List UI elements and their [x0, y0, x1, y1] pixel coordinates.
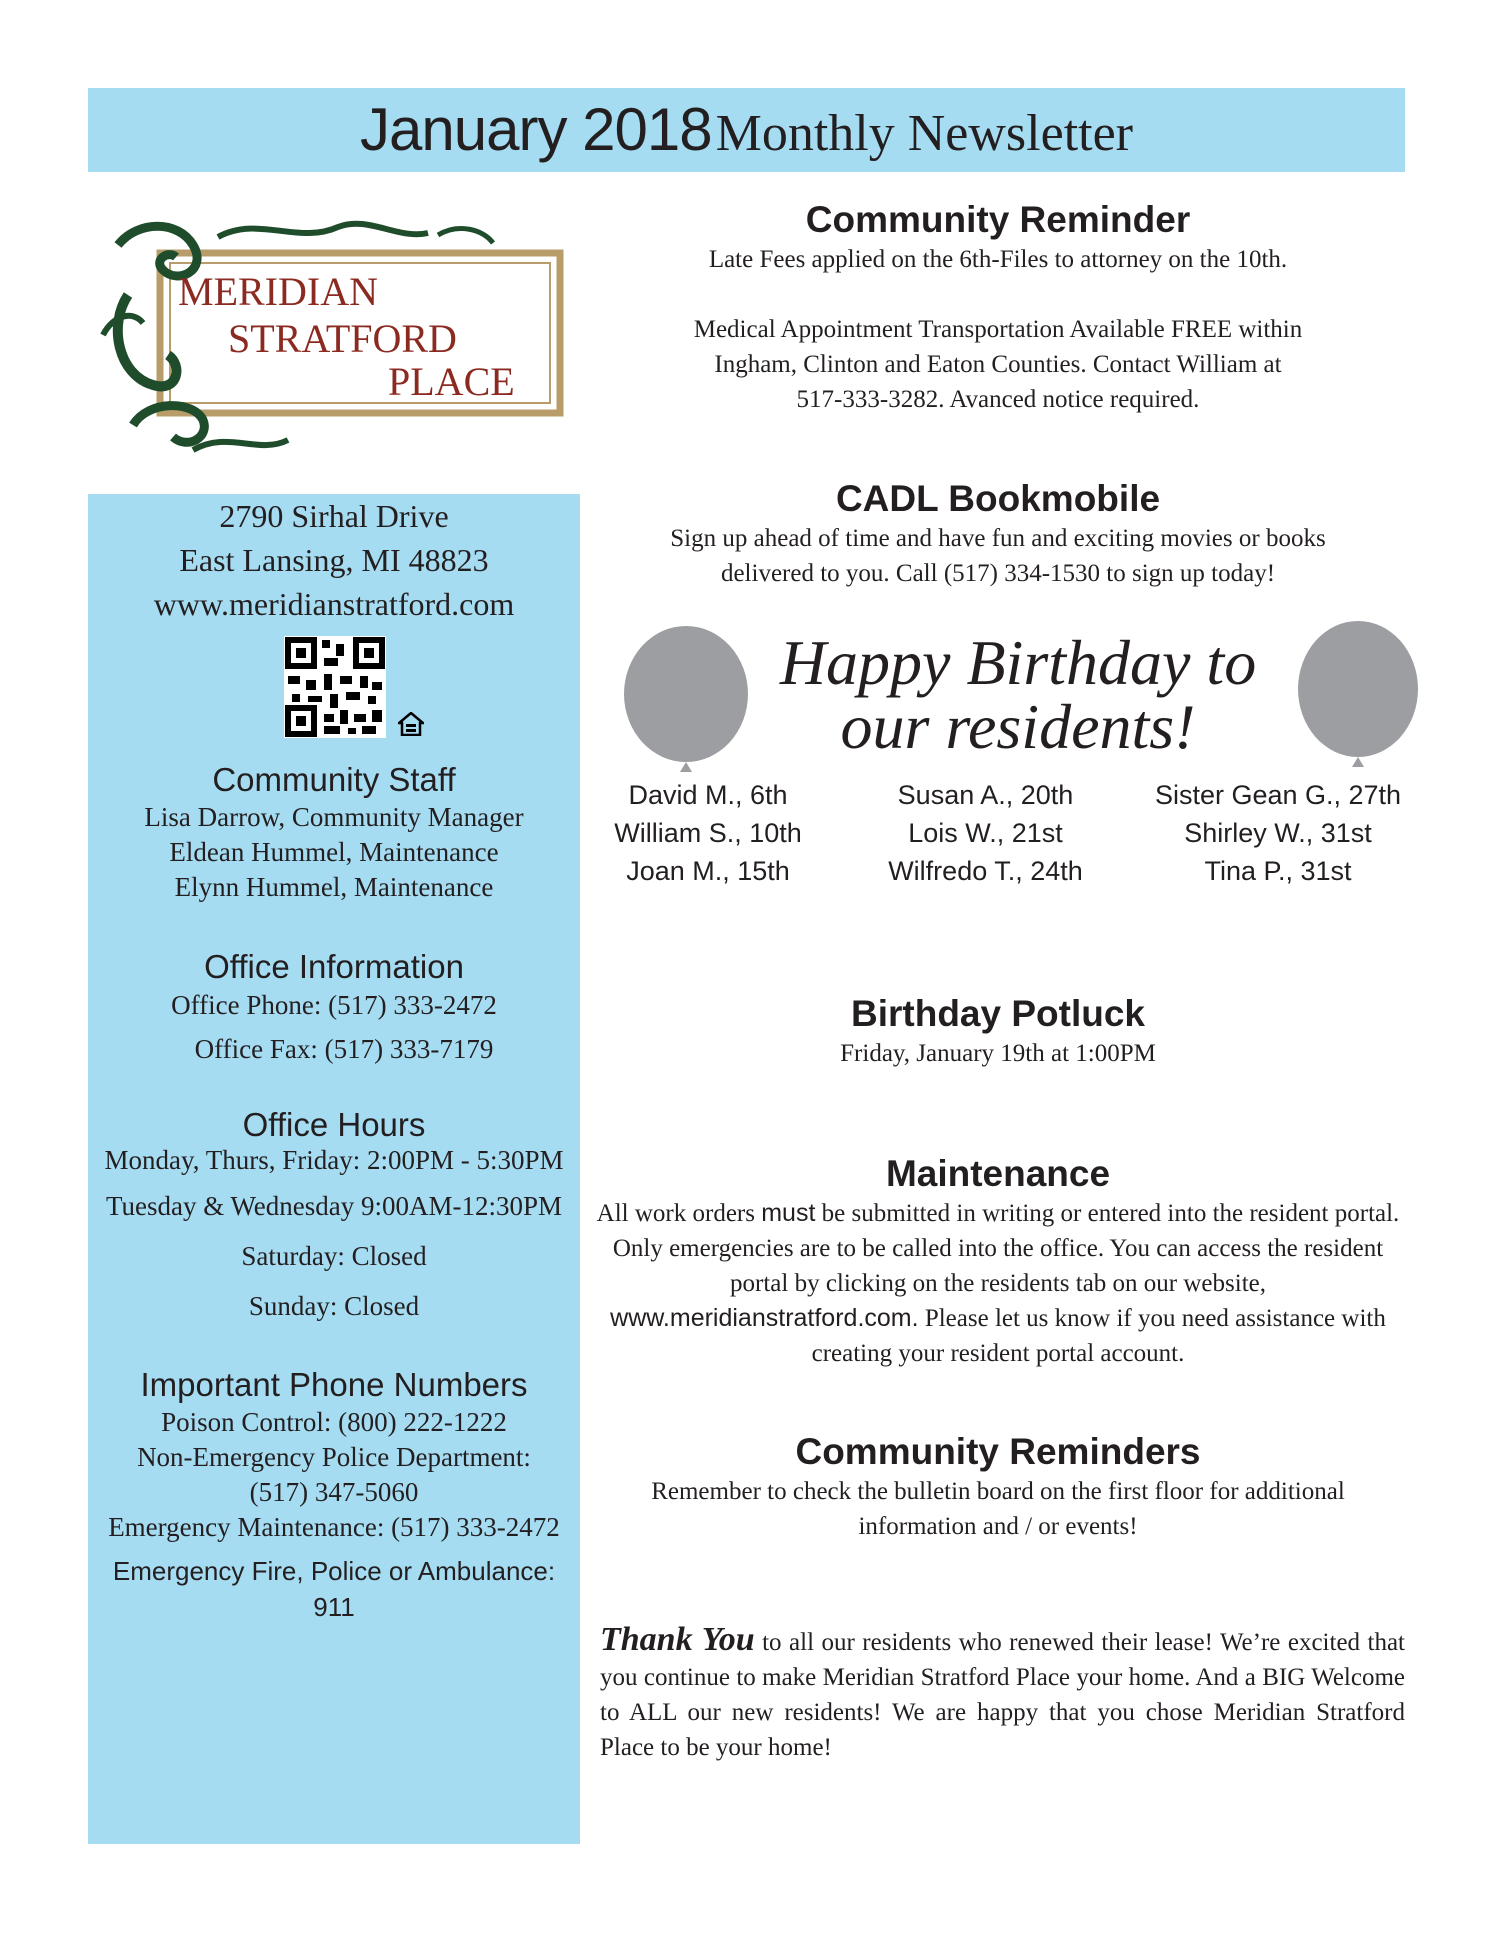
contact-sidebar [88, 494, 580, 1844]
reminders-line: information and / or events! [858, 1513, 1138, 1540]
office-hours-block [88, 1137, 580, 1329]
banner-month-year: January 2018 [360, 96, 712, 163]
transport-text [588, 312, 1408, 417]
meridian-stratford-logo [98, 215, 568, 460]
birthday-section [588, 626, 1408, 906]
phone-line: Poison Control: (800) 222-1222 [161, 1407, 507, 1437]
maintenance-must: must [761, 1199, 816, 1227]
birthday-column [856, 776, 1116, 890]
maintenance-text [594, 1196, 1402, 1371]
staff-member: Lisa Darrow, Community Manager [144, 802, 524, 832]
thank-you-lead: Thank You [600, 1621, 755, 1658]
late-fees-text: Late Fees applied on the 6th-Files to attorney on the 10th. [708, 246, 1288, 273]
thank-you-body: to all our residents who renewed their lease! We’re excited that you continue to make Meridian Stratford Place your home. And a BIG Welcome to ALL our new residents! We are happy that you chose Meridian Stratford Place to be your home! [600, 1629, 1406, 1761]
emergency-label: Emergency Fire, Police or Ambulance: [112, 1556, 556, 1586]
balloon-icon [624, 626, 754, 786]
transport-line: 517-333-3282. Avanced notice required. [796, 386, 1200, 413]
balloon-icon [1296, 621, 1426, 781]
staff-list [88, 800, 580, 905]
staff-member: Elynn Hummel, Maintenance [174, 872, 494, 902]
reminders-line: Remember to check the bulletin board on the first floor for additional [651, 1478, 1345, 1505]
cadl-line: Sign up ahead of time and have fun and exciting movies or books [670, 525, 1326, 552]
phone-numbers-heading: Important Phone Numbers [140, 1366, 528, 1403]
thank-you-section [600, 1622, 1405, 1765]
community-reminders-section [588, 1430, 1408, 1544]
birthday-entry: Lois W., 21st [908, 818, 1063, 848]
address-block [88, 494, 580, 626]
birthday-entry: Sister Gean G., 27th [1154, 780, 1402, 810]
maintenance-part: All work orders [596, 1200, 755, 1227]
equal-housing-icon [398, 712, 424, 736]
logo-line2: STRATFORD [228, 316, 457, 361]
staff-heading: Community Staff [212, 761, 456, 798]
website-link[interactable]: www.meridianstratford.com [153, 586, 515, 622]
staff-member: Eldean Hummel, Maintenance [169, 837, 499, 867]
emergency-block [88, 1553, 580, 1625]
emergency-number: 911 [313, 1592, 355, 1622]
maintenance-section [594, 1152, 1402, 1371]
birthday-list [578, 776, 1423, 890]
address-city: East Lansing, MI 48823 [179, 542, 489, 578]
hours-line: Tuesday & Wednesday 9:00AM-12:30PM [105, 1191, 563, 1221]
birthday-column [1133, 776, 1423, 890]
logo-frame-icon [98, 215, 568, 460]
logo-line3: PLACE [388, 359, 515, 404]
maintenance-website-link[interactable]: www.meridianstratford.com. [610, 1304, 919, 1332]
cadl-text [588, 521, 1408, 591]
cadl-line: delivered to you. Call (517) 334-1530 to sign up today! [720, 560, 1276, 587]
newsletter-banner [88, 88, 1405, 172]
maintenance-heading: Maintenance [885, 1153, 1111, 1194]
community-reminders-text [588, 1474, 1408, 1544]
birthday-title [738, 627, 1298, 762]
thank-you-text [600, 1622, 1405, 1765]
transport-line: Ingham, Clinton and Eaton Counties. Contact William at [714, 351, 1282, 378]
phone-numbers-block [88, 1405, 580, 1545]
birthday-entry: Tina P., 31st [1204, 856, 1352, 886]
birthday-entry: William S., 10th [614, 818, 802, 848]
potluck-heading: Birthday Potluck [851, 993, 1145, 1034]
birthday-column [578, 776, 838, 890]
cadl-section [588, 477, 1408, 591]
logo-line1: MERIDIAN [178, 269, 378, 314]
transport-line: Medical Appointment Transportation Available FREE within [693, 316, 1303, 343]
potluck-when: Friday, January 19th at 1:00PM [840, 1040, 1156, 1067]
birthday-entry: David M., 6th [628, 780, 788, 810]
potluck-section [588, 992, 1408, 1071]
birthday-entry: Joan M., 15th [626, 856, 790, 886]
birthday-entry: Wilfredo T., 24th [888, 856, 1083, 886]
phone-line: (517) 347-5060 [249, 1477, 419, 1507]
cadl-heading: CADL Bookmobile [835, 478, 1161, 519]
birthday-title-line1: Happy Birthday to [779, 627, 1257, 698]
office-info-heading: Office Information [204, 948, 464, 985]
office-fax: Office Fax: (517) 333-7179 [194, 1034, 494, 1064]
hours-line: Saturday: Closed [241, 1241, 427, 1271]
community-reminder-section [588, 198, 1408, 417]
community-reminders-heading: Community Reminders [795, 1431, 1201, 1472]
birthday-entry: Shirley W., 31st [1184, 818, 1372, 848]
community-reminder-heading: Community Reminder [805, 199, 1191, 240]
banner-title: Monthly Newsletter [715, 105, 1133, 162]
maintenance-part: be submitted in writing or entered into the resident portal. Only emergencies are to be called into the office. You can access the resident portal by clicking on the residents tab on our website, [612, 1200, 1400, 1297]
office-info-block [88, 983, 580, 1071]
birthday-entry: Susan A., 20th [897, 780, 1074, 810]
phone-line: Non-Emergency Police Department: [137, 1442, 531, 1472]
qr-code-icon[interactable] [284, 636, 386, 738]
hours-line: Monday, Thurs, Friday: 2:00PM - 5:30PM [104, 1145, 564, 1175]
office-phone: Office Phone: (517) 333-2472 [171, 990, 497, 1020]
phone-line: Emergency Maintenance: (517) 333-2472 [108, 1512, 560, 1542]
qr-area [88, 636, 580, 746]
office-hours-heading: Office Hours [242, 1106, 426, 1143]
address-street: 2790 Sirhal Drive [219, 498, 449, 534]
hours-line: Sunday: Closed [248, 1291, 420, 1321]
maintenance-part: Please let us know if you need assistance with creating your resident portal account. [811, 1305, 1386, 1367]
birthday-title-line2: our residents! [840, 691, 1196, 762]
